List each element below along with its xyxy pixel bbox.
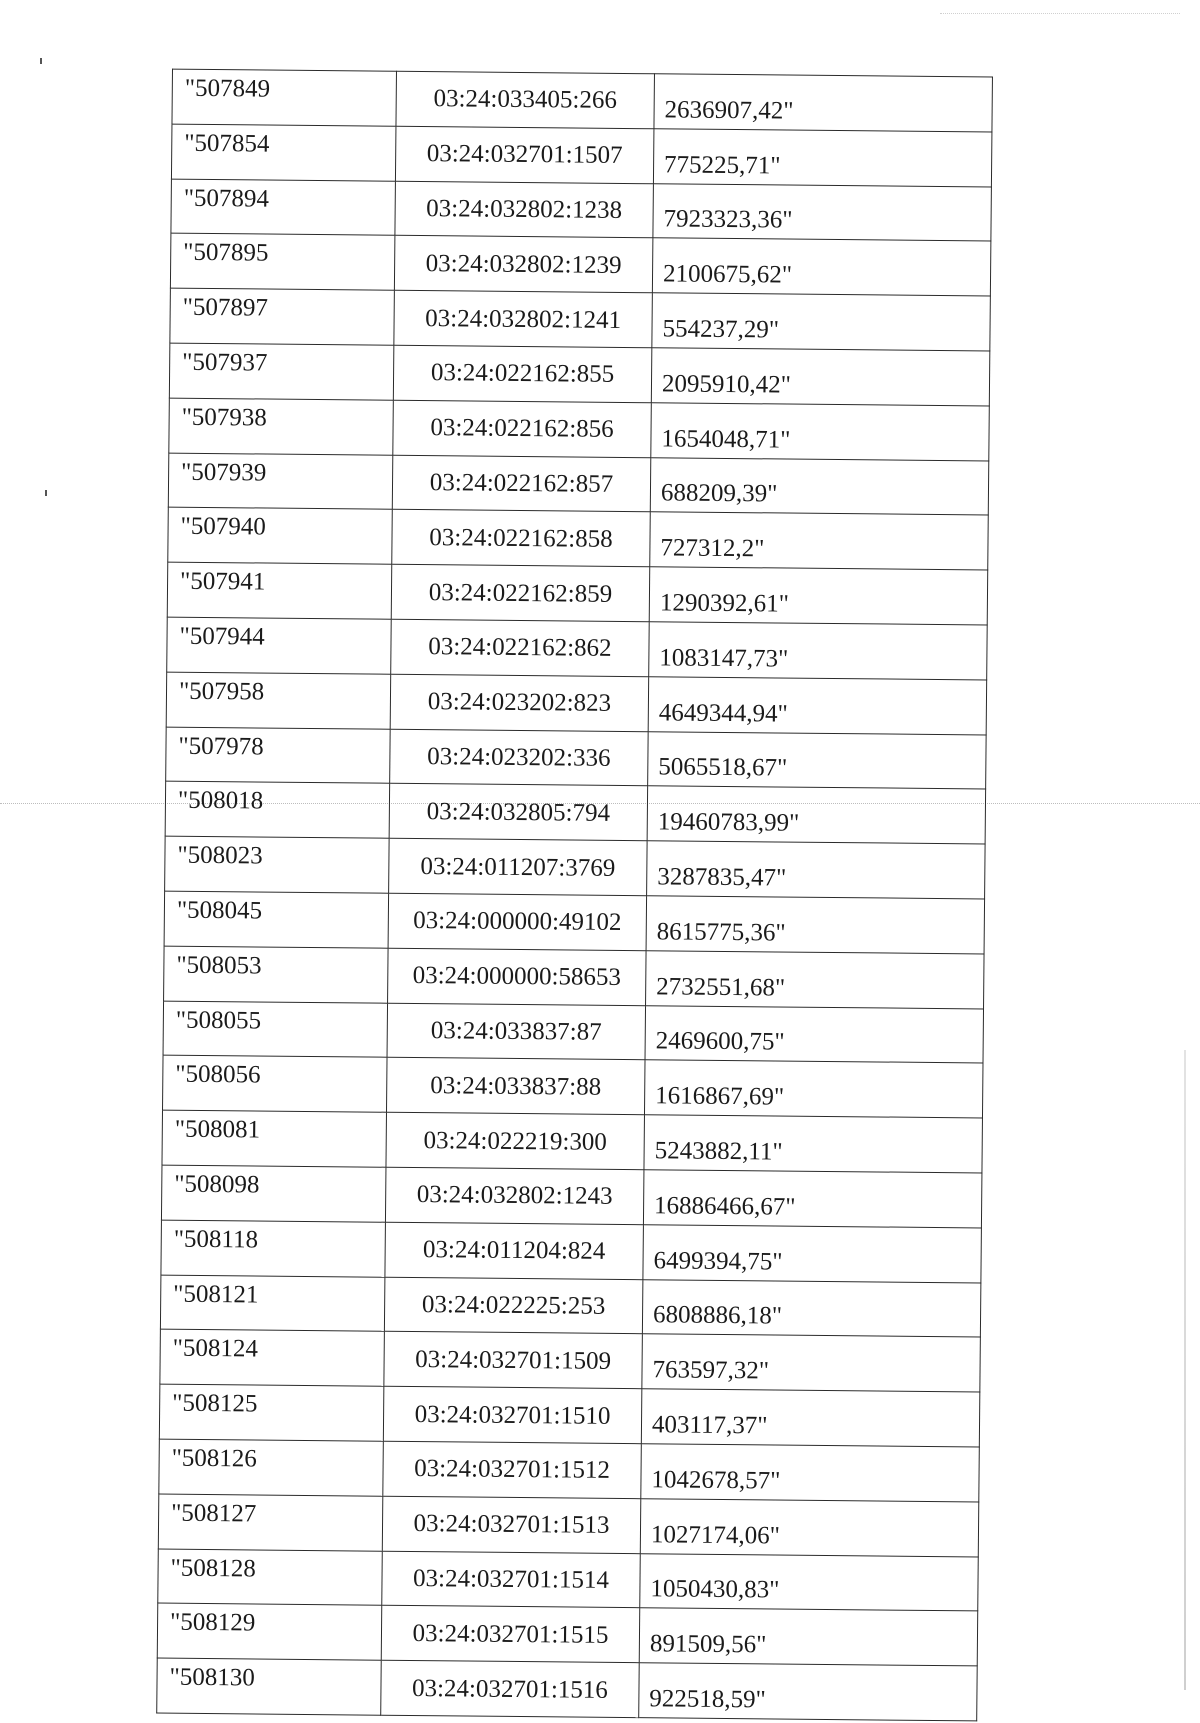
object-id-cell: "507940 [168, 507, 393, 564]
value-cell: 5065518,67" [648, 731, 987, 789]
cadastral-number-cell: 03:24:022162:859 [391, 564, 650, 621]
value-cell: 6499394,75" [643, 1224, 982, 1282]
cadastral-number-cell: 03:24:000000:49102 [388, 893, 647, 950]
table-row [163, 1001, 983, 1064]
table-row [157, 1603, 977, 1666]
table-row [171, 124, 991, 187]
value-cell: 1083147,73" [649, 622, 988, 680]
cadastral-number-cell: 03:24:000000:58653 [388, 948, 647, 1005]
value-cell: 554237,29" [652, 293, 991, 351]
cadastral-number-cell: 03:24:032802:1241 [394, 290, 653, 347]
table-row [162, 1110, 982, 1173]
object-id-cell: "507897 [170, 288, 395, 345]
cadastral-number-cell: 03:24:022219:300 [386, 1112, 645, 1169]
object-id-cell: "507978 [166, 727, 391, 784]
value-cell: 2100675,62" [652, 238, 991, 296]
object-id-cell: "507938 [169, 398, 394, 455]
cadastral-number-cell: 03:24:022162:856 [393, 400, 652, 457]
table-row [172, 69, 992, 132]
cadastral-number-cell: 03:24:023202:336 [390, 729, 649, 786]
value-cell: 2732551,68" [646, 950, 985, 1008]
object-id-cell: "508128 [158, 1549, 383, 1606]
value-cell: 5243882,11" [644, 1115, 983, 1173]
cadastral-number-cell: 03:24:011207:3769 [389, 838, 648, 895]
cadastral-number-cell: 03:24:032701:1510 [383, 1386, 642, 1443]
object-id-cell: "507895 [170, 234, 395, 291]
object-id-cell: "508121 [160, 1275, 385, 1332]
cadastral-number-cell: 03:24:022162:862 [391, 619, 650, 676]
value-cell: 8615775,36" [646, 896, 985, 954]
object-id-cell: "508129 [157, 1603, 382, 1660]
table-row [165, 836, 985, 899]
table-row [160, 1329, 980, 1392]
table-body [157, 69, 993, 1721]
object-id-cell: "508125 [159, 1384, 384, 1441]
cadastral-number-cell: 03:24:032701:1507 [395, 126, 654, 183]
table-row [169, 343, 989, 406]
value-cell: 763597,32" [642, 1334, 981, 1392]
object-id-cell: "508056 [163, 1055, 388, 1112]
object-id-cell: "507944 [167, 617, 392, 674]
cadastral-number-cell: 03:24:022162:857 [392, 455, 651, 512]
value-cell: 4649344,94" [648, 676, 987, 734]
value-cell: 775225,71" [653, 129, 992, 187]
object-id-cell: "508023 [165, 836, 390, 893]
object-id-cell: "507941 [167, 562, 392, 619]
value-cell: 1050430,83" [640, 1553, 979, 1611]
value-cell: 2469600,75" [645, 1005, 984, 1063]
table-row [159, 1384, 979, 1447]
table-row [158, 1494, 978, 1557]
value-cell: 403117,37" [641, 1389, 980, 1447]
value-cell: 727312,2" [650, 512, 989, 570]
object-id-cell: "508126 [159, 1439, 384, 1496]
cadastral-number-cell: 03:24:032802:1238 [395, 181, 654, 238]
cadastral-number-cell: 03:24:032805:794 [389, 784, 648, 841]
table-row [167, 562, 987, 625]
value-cell: 891509,56" [639, 1608, 978, 1666]
table-row [167, 617, 987, 680]
cadastral-number-cell: 03:24:032701:1513 [382, 1496, 641, 1553]
object-id-cell: "508118 [161, 1220, 386, 1277]
object-id-cell: "507849 [172, 69, 397, 126]
value-cell: 16886466,67" [643, 1170, 982, 1228]
object-id-cell: "507894 [171, 179, 396, 236]
table-row [165, 781, 985, 844]
cadastral-number-cell: 03:24:032701:1515 [381, 1606, 640, 1663]
value-cell: 1027174,06" [640, 1498, 979, 1556]
table-row [163, 1055, 983, 1118]
table-row [158, 1549, 978, 1612]
table-row [161, 1165, 981, 1228]
value-cell: 3287835,47" [647, 841, 986, 899]
cadastral-number-cell: 03:24:023202:823 [390, 674, 649, 731]
value-cell: 19460783,99" [647, 786, 986, 844]
value-cell: 7923323,36" [653, 183, 992, 241]
value-cell: 1616867,69" [644, 1060, 983, 1118]
object-id-cell: "507958 [166, 672, 391, 729]
cadastral-number-cell: 03:24:032701:1512 [383, 1441, 642, 1498]
object-id-cell: "508045 [164, 891, 389, 948]
table-row [166, 727, 986, 790]
value-cell: 6808886,18" [642, 1279, 981, 1337]
table-row [157, 1658, 977, 1721]
table-row [166, 672, 986, 735]
table-row [169, 398, 989, 461]
value-cell: 2095910,42" [651, 348, 990, 406]
object-id-cell: "508124 [160, 1329, 385, 1386]
table-row [160, 1275, 980, 1338]
cadastral-number-cell: 03:24:011204:824 [385, 1222, 644, 1279]
object-id-cell: "508127 [158, 1494, 383, 1551]
value-cell: 1290392,61" [649, 567, 988, 625]
table-row [168, 453, 988, 516]
cadastral-number-cell: 03:24:032701:1509 [384, 1332, 643, 1389]
table-row [168, 507, 988, 570]
value-cell: 2636907,42" [654, 74, 993, 132]
object-id-cell: "508130 [157, 1658, 382, 1715]
table-row [164, 946, 984, 1009]
value-cell: 1654048,71" [651, 403, 990, 461]
cadastral-table [156, 69, 993, 1722]
table-row [161, 1220, 981, 1283]
cadastral-number-cell: 03:24:032802:1243 [385, 1167, 644, 1224]
object-id-cell: "508081 [162, 1110, 387, 1167]
object-id-cell: "508018 [165, 781, 390, 838]
table-row [170, 288, 990, 351]
object-id-cell: "507937 [169, 343, 394, 400]
cadastral-number-cell: 03:24:022225:253 [384, 1277, 643, 1334]
table-row [170, 234, 990, 297]
object-id-cell: "508055 [163, 1001, 388, 1058]
cadastral-number-cell: 03:24:022162:858 [392, 510, 651, 567]
cadastral-number-cell: 03:24:022162:855 [393, 345, 652, 402]
table-row [164, 891, 984, 954]
object-id-cell: "507854 [171, 124, 396, 181]
value-cell: 688209,39" [650, 457, 989, 515]
cadastral-number-cell: 03:24:033837:88 [386, 1058, 645, 1115]
object-id-cell: "507939 [168, 453, 393, 510]
value-cell: 922518,59" [639, 1663, 978, 1721]
cadastral-number-cell: 03:24:032802:1239 [394, 236, 653, 293]
object-id-cell: "508098 [161, 1165, 386, 1222]
cadastral-number-cell: 03:24:032701:1516 [381, 1660, 640, 1717]
table-row [171, 179, 991, 242]
cadastral-number-cell: 03:24:032701:1514 [382, 1551, 641, 1608]
object-id-cell: "508053 [164, 946, 389, 1003]
value-cell: 1042678,57" [641, 1444, 980, 1502]
cadastral-number-cell: 03:24:033837:87 [387, 1003, 646, 1060]
table-row [159, 1439, 979, 1502]
cadastral-number-cell: 03:24:033405:266 [396, 71, 655, 128]
